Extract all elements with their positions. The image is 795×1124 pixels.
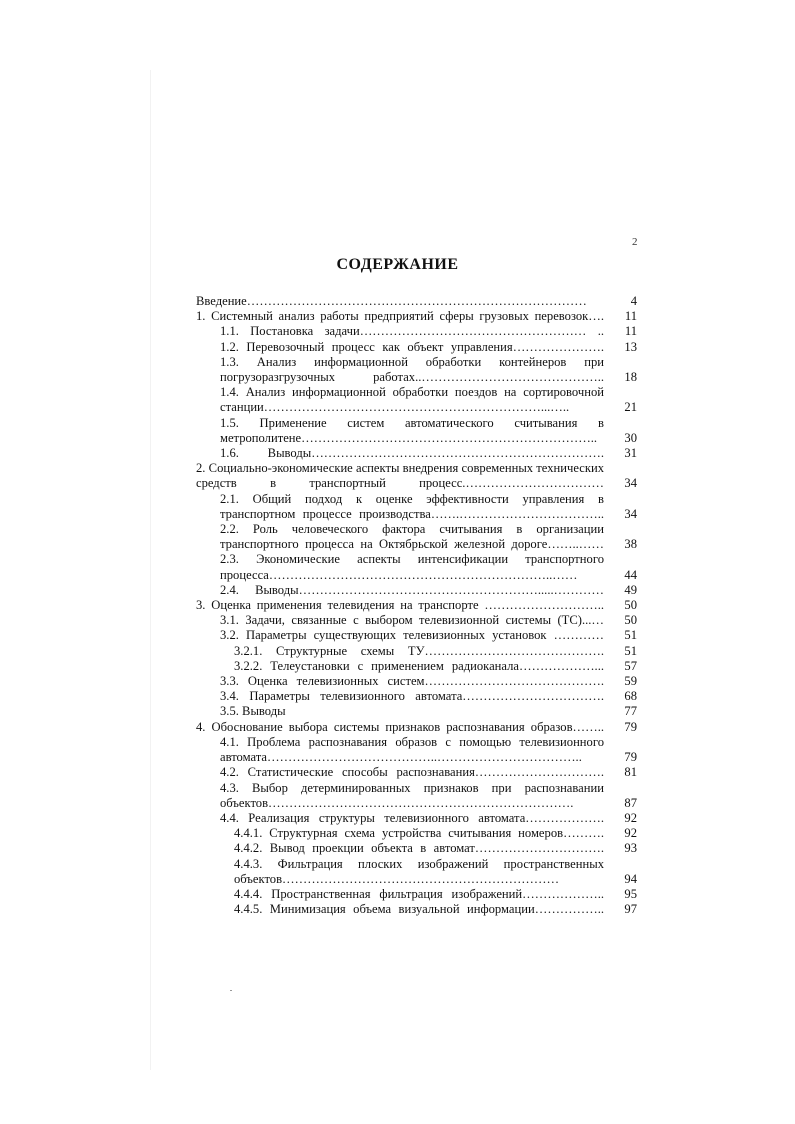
toc-entry-page: 79 bbox=[624, 719, 637, 734]
toc-entry bbox=[196, 598, 637, 613]
toc-entry bbox=[196, 294, 637, 309]
toc-entry-title: 1. Системный анализ работы предприятий сферы грузовых перевозок…. bbox=[196, 309, 604, 324]
toc-entry-page: 92 bbox=[624, 826, 637, 841]
toc-entry-page: 31 bbox=[624, 446, 637, 461]
toc-entry bbox=[196, 416, 637, 446]
toc-entry-page: 30 bbox=[624, 430, 637, 445]
toc-entry-title: 3.4. Параметры телевизионного автомата……………………………. bbox=[220, 689, 604, 704]
toc-entry-page: 59 bbox=[624, 674, 637, 689]
toc-entry-title: 3.1. Задачи, связанные с выбором телевизионной системы (ТС)...… bbox=[220, 613, 604, 628]
toc-entry-page: 51 bbox=[624, 628, 637, 643]
toc-entry bbox=[196, 583, 637, 598]
toc-entry-title: 4.4.2. Вывод проекции объекта в автомат…………………………. bbox=[234, 841, 604, 856]
toc-entry-page: 44 bbox=[624, 567, 637, 582]
toc-entry-page: 11 bbox=[624, 309, 637, 324]
toc-entry-title: 4.4.5. Минимизация объема визуальной информации…………….. bbox=[234, 902, 604, 917]
toc-entry bbox=[196, 385, 637, 415]
toc-entry-title: 4.4.3. Фильтрация плоских изображений пространственных объектов………………………………………………………… bbox=[234, 856, 604, 886]
table-of-contents bbox=[196, 294, 637, 917]
toc-entry bbox=[196, 340, 637, 355]
toc-entry bbox=[196, 446, 637, 461]
toc-entry-page: 87 bbox=[624, 795, 637, 810]
toc-entry bbox=[196, 841, 637, 856]
toc-entry bbox=[196, 811, 637, 826]
toc-entry-title: 3.2.2. Телеустановки с применением радиоканала………………... bbox=[234, 658, 604, 673]
toc-entry bbox=[196, 613, 637, 628]
toc-entry bbox=[196, 902, 637, 917]
toc-entry bbox=[196, 887, 637, 902]
toc-entry-title: 4.4.1. Структурная схема устройства считывания номеров………. bbox=[234, 826, 604, 841]
toc-entry-title: 1.2. Перевозочный процесс как объект управления…………………. bbox=[220, 339, 604, 354]
toc-entry bbox=[196, 689, 637, 704]
toc-entry-page: 18 bbox=[624, 370, 637, 385]
toc-entry-page: 50 bbox=[624, 613, 637, 628]
toc-entry-title: 2.1. Общий подход к оценке эффективности управления в транспортном процессе производства…….…………………………….. bbox=[220, 491, 604, 521]
toc-entry-page: 11 bbox=[624, 324, 637, 339]
toc-entry-title: 3.2.1. Структурные схемы ТУ……………………………………. bbox=[234, 643, 604, 658]
toc-entry bbox=[196, 461, 637, 491]
toc-entry-title: 4.3. Выбор детерминированных признаков при распознавании объектов………………………………………………………………. bbox=[220, 780, 604, 810]
toc-entry-page: 94 bbox=[624, 871, 637, 886]
toc-entry-page: 4 bbox=[630, 294, 637, 308]
toc-entry bbox=[196, 735, 637, 765]
toc-entry-page: 21 bbox=[624, 400, 637, 415]
page-number: 2 bbox=[632, 236, 638, 248]
toc-entry bbox=[196, 674, 637, 689]
toc-entry-title: 2.2. Роль человеческого фактора считывания в организации транспортного процесса на Октябрьской железной дороге……..…… bbox=[220, 522, 604, 552]
toc-entry-page: 13 bbox=[624, 339, 637, 354]
toc-entry bbox=[196, 857, 637, 887]
toc-entry-title: 1.3. Анализ информационной обработки контейнеров при погрузоразгрузочных работах..…………………………………….. bbox=[220, 354, 604, 385]
toc-entry bbox=[196, 522, 637, 552]
scan-fold-shadow bbox=[150, 70, 151, 1070]
toc-entry bbox=[196, 552, 637, 582]
toc-entry-page: 51 bbox=[624, 643, 637, 658]
toc-entry bbox=[196, 492, 637, 522]
toc-entry bbox=[196, 324, 637, 339]
toc-entry-title: 2.3. Экономические аспекты интенсификации транспортного процесса…………………………………………………………..…… bbox=[220, 552, 604, 582]
toc-entry-title: 3. Оценка применения телевидения на транспорте ……………………….. bbox=[196, 598, 604, 613]
toc-entry-title: 3.5. Выводы bbox=[220, 704, 286, 719]
toc-entry-page: 92 bbox=[624, 810, 637, 825]
toc-entry-page: 50 bbox=[624, 598, 637, 613]
toc-entry-page: 79 bbox=[624, 750, 637, 765]
toc-entry-title: 4. Обоснование выбора системы признаков распознавания образов…….. bbox=[196, 719, 604, 734]
scan-speck bbox=[230, 990, 232, 991]
toc-entry-title: 2. Социально-экономические аспекты внедрения современных технических средств в транспортный процесс.…………………………… bbox=[196, 461, 604, 491]
toc-entry bbox=[196, 826, 637, 841]
page-title: СОДЕРЖАНИЕ bbox=[336, 256, 459, 273]
toc-entry-page: 77 bbox=[624, 704, 637, 719]
toc-entry-page: 38 bbox=[624, 537, 637, 552]
toc-entry bbox=[196, 781, 637, 811]
toc-entry-title: 1.1. Постановка задачи……………………………………………… .. bbox=[220, 324, 604, 339]
toc-entry-page: 34 bbox=[624, 476, 637, 491]
toc-entry-page: 34 bbox=[624, 506, 637, 521]
toc-entry-title: 4.4.4. Пространственная фильтрация изображений……………….. bbox=[234, 886, 604, 901]
toc-entry bbox=[196, 355, 637, 385]
toc-entry-title: 1.5. Применение систем автоматического считывания в метрополитене…………………………………………………………….. bbox=[220, 415, 604, 445]
toc-entry-title: 3.3. Оценка телевизионных систем……………………………………. bbox=[220, 674, 604, 689]
toc-entry-page: 68 bbox=[624, 689, 637, 704]
toc-entry bbox=[196, 644, 637, 659]
toc-entry-title: 4.4. Реализация структуры телевизионного автомата………………. bbox=[220, 810, 604, 825]
toc-entry-page: 97 bbox=[624, 902, 637, 917]
toc-entry-page: 49 bbox=[624, 582, 637, 597]
toc-entry-title: 2.4. Выводы………………………………………………….....………… bbox=[220, 582, 604, 597]
toc-entry-title: 4.1. Проблема распознавания образов с помощью телевизионного автомата…………………………………..…………………………….. bbox=[220, 734, 604, 765]
toc-entry bbox=[196, 765, 637, 780]
toc-entry bbox=[196, 720, 637, 735]
toc-entry-title: 4.2. Статистические способы распознавания…………………………. bbox=[220, 765, 604, 780]
toc-entry bbox=[196, 309, 637, 324]
toc-entry-title: 3.2. Параметры существующих телевизионных установок ………… bbox=[220, 628, 604, 643]
toc-entry-page: 93 bbox=[624, 841, 637, 856]
toc-entry-page: 95 bbox=[624, 886, 637, 901]
toc-entry bbox=[196, 659, 637, 674]
toc-entry-title: 1.4. Анализ информационной обработки поездов на сортировочной станции…………………………………………………………...….. bbox=[220, 385, 604, 415]
toc-entry-page: 81 bbox=[624, 765, 637, 780]
toc-entry-page: 57 bbox=[624, 658, 637, 673]
toc-entry-title: 1.6. Выводы……………………………………………………………. bbox=[220, 446, 604, 461]
toc-entry bbox=[196, 628, 637, 643]
toc-entry-title: Введение……………………………………………………………………… bbox=[196, 294, 587, 308]
toc-entry bbox=[196, 704, 637, 719]
